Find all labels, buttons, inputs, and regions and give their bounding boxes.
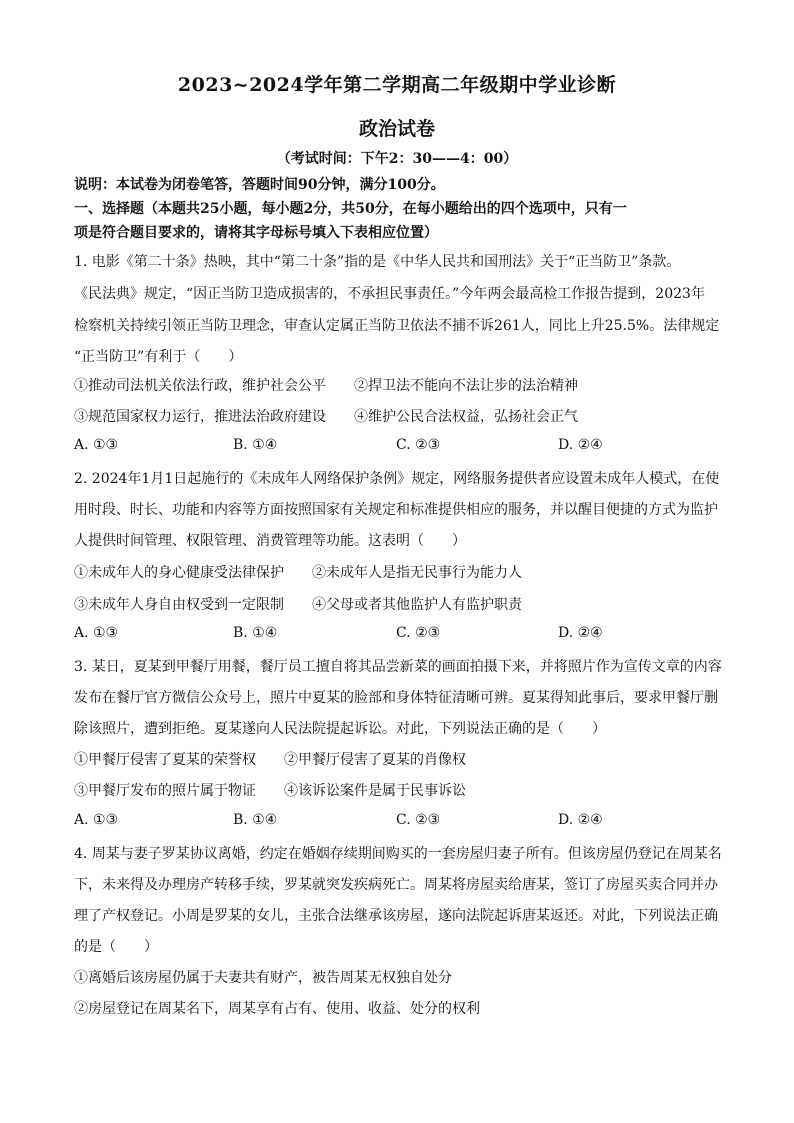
exam-note: 说明：本试卷为闭卷笔答，答题时间90分钟，满分100分。 [74, 177, 445, 193]
q1-statements-2: ③规范国家权力运行，推进法治政府建设 ④维护公民合法权益，弘扬社会正气 [74, 409, 578, 425]
q2-option-c[interactable]: C. ②③ [396, 625, 441, 641]
q1-stem-line-4: “正当防卫”有利于（ ） [74, 349, 243, 365]
exam-time: （考试时间：下午2：30——4：00） [276, 151, 518, 167]
q4-stem-line-4: 的是（ ） [74, 939, 158, 955]
q3-option-a[interactable]: A. ①③ [74, 812, 119, 828]
q2-statements-1: ①未成年人的身心健康受法律保护 ②未成年人是指无民事行为能力人 [74, 565, 522, 581]
exam-title: 2023~2024学年第二学期高二年级期中学业诊断 [177, 74, 617, 96]
section-heading-line-2: 项是符合题目要求的，请将其字母标号填入下表相应位置） [74, 225, 438, 241]
q1-option-a[interactable]: A. ①③ [74, 437, 119, 453]
exam-subject: 政治试卷 [358, 118, 435, 140]
q2-stem-line-2: 用时段、时长、功能和内容等方面按照国家有关规定和标准提供相应的服务，并以醒目便捷的方式为监护 [74, 502, 718, 518]
q4-stem-line-2: 下，未来得及办理房产转移手续，罗某就突发疾病死亡。周某将房屋卖给唐某，签订了房屋买卖合同并办 [74, 877, 718, 893]
q4-statements-1: ①离婚后该房屋仍属于夫妻共有财产，被告周某无权独自处分 [74, 970, 452, 986]
q3-option-b[interactable]: B. ①④ [233, 812, 278, 828]
q3-statements-1: ①甲餐厅侵害了夏某的荣誉权 ②甲餐厅侵害了夏某的肖像权 [74, 752, 466, 768]
q4-stem-line-1: 4. 周某与妻子罗某协议离婚，约定在婚姻存续期间购买的一套房屋归妻子所有。但该房屋仍登记在周某名 [74, 846, 722, 862]
section-heading-line-1: 一、选择题（本题共25小题，每小题2分，共50分，在每小题给出的四个选项中，只有一 [74, 201, 627, 217]
q2-statements-2: ③未成年人身自由权受到一定限制 ④父母或者其他监护人有监护职责 [74, 597, 522, 613]
q2-option-b[interactable]: B. ①④ [233, 625, 278, 641]
q1-stem-line-2: 《民法典》规定，“因正当防卫造成损害的，不承担民事责任。”今年两会最高检工作报告提到，2023年 [74, 286, 705, 302]
q1-option-c[interactable]: C. ②③ [396, 437, 441, 453]
q2-option-a[interactable]: A. ①③ [74, 625, 119, 641]
q3-stem-line-3: 除该照片，遭到拒绝。夏某遂向人民法院提起诉讼。对此，下列说法正确的是（ ） [74, 721, 606, 737]
q3-option-d[interactable]: D. ②④ [558, 812, 603, 828]
q2-option-d[interactable]: D. ②④ [558, 625, 603, 641]
q4-stem-line-3: 理了产权登记。小周是罗某的女儿，主张合法继承该房屋，遂向法院起诉唐某返还。对此，下列说法正确 [74, 908, 718, 924]
q3-stem-line-1: 3. 某日，夏某到甲餐厅用餐，餐厅员工擅自将其品尝新菜的画面拍摄下来，并将照片作为宣传文章的内容 [74, 659, 722, 675]
q1-stem-line-1: 1. 电影《第二十条》热映，其中“第二十条”指的是《中华人民共和国刑法》关于“正当防卫”条款。 [74, 254, 681, 270]
q4-statements-2: ②房屋登记在周某名下，周某享有占有、使用、收益、处分的权利 [74, 1001, 480, 1017]
q1-statements-1: ①推动司法机关依法行政，维护社会公平 ②捍卫法不能向不法让步的法治精神 [74, 378, 578, 394]
q3-option-c[interactable]: C. ②③ [396, 812, 441, 828]
q2-stem-line-1: 2. 2024年1月1日起施行的《未成年人网络保护条例》规定，网络服务提供者应设置未成年人模式，在使 [74, 471, 720, 487]
q1-stem-line-3: 检察机关持续引领正当防卫理念，审查认定属正当防卫依法不捕不诉261人，同比上升25.5%。法律规定 [74, 318, 720, 334]
q1-option-b[interactable]: B. ①④ [233, 437, 278, 453]
q3-statements-2: ③甲餐厅发布的照片属于物证 ④该诉讼案件是属于民事诉讼 [74, 783, 466, 799]
q3-stem-line-2: 发布在餐厅官方微信公众号上，照片中夏某的脸部和身体特征清晰可辨。夏某得知此事后，要求甲餐厅删 [74, 690, 718, 706]
q1-option-d[interactable]: D. ②④ [558, 437, 603, 453]
q2-stem-line-3: 人提供时间管理、权限管理、消费管理等功能。这表明（ ） [74, 533, 466, 549]
